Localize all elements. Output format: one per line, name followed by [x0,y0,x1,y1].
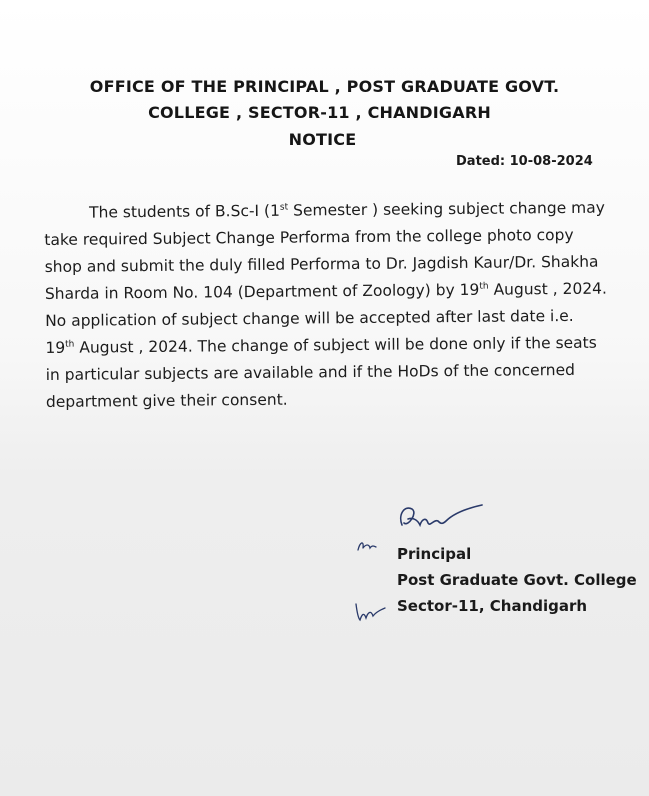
body-line-7: in particular subjects are available and if the HoDs of the concerned [45,360,576,384]
body-text: Semester ) seeking subject change may [288,198,605,220]
superscript: th [65,339,75,350]
notice-date: Dated: 10-08-2024 [456,154,593,169]
notice-title: NOTICE [288,130,357,149]
body-text: The students of B.Sc-I (1 [89,201,281,222]
institution: Post Graduate Govt. College [397,571,637,589]
designation: Principal [397,545,472,563]
superscript: th [479,281,489,292]
body-line-3: shop and submit the duly filled Performa to Dr. Jagdish Kaur/Dr. Shakha [44,252,599,276]
signature-block [397,541,637,619]
body-text: August , 2024. [488,279,608,299]
body-text: Sharda in Room No. 104 (Department of Zoology) by 19 [44,280,480,303]
office-heading-line2: COLLEGE , SECTOR-11 , CHANDIGARH [148,103,491,122]
superscript: st [279,202,289,213]
body-line-5: No application of subject change will be accepted after last date i.e. [45,306,574,330]
body-text: 19 [45,338,66,357]
location: Sector-11, Chandigarh [397,597,588,615]
principal-signature [394,497,494,537]
body-line-2: take required Subject Change Performa from the college photo copy [44,225,574,249]
initials-mark [355,536,379,556]
body-text: August , 2024. The change of subject will be done only if the seats [74,333,597,357]
initials-mark [353,598,387,624]
body-line-8: department give their consent. [45,390,288,411]
office-heading-line1: OFFICE OF THE PRINCIPAL , POST GRADUATE GOVT. [89,77,560,96]
notice-body [44,194,626,416]
